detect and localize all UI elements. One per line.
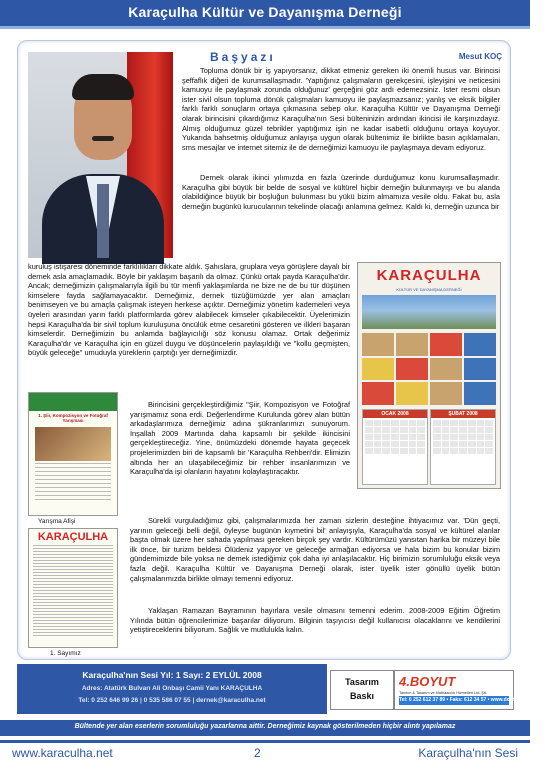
association-title: Karaçulha Kültür ve Dayanışma Derneği [128, 4, 402, 20]
design-label: Tasarım [345, 677, 379, 687]
publication-info-box [17, 664, 327, 714]
article-paragraph-5: Sürekli vurguladığımız gibi, çalışmalarımızda her zaman sizlerin desteğine ihtiyacımız var. 'Dün geçti, yarının geleceği belli değil, öyleyse bugünün kıymetini bil' anlayışıyla, Karaçulha'da sosyal ve kültürel alanlar başta olmak üzere her sahada yapılması gereken birçok şey vardır. Kültürümüzü yansıtan harika bir müzeyi bile ilk önce, bir turizm beldesi Ölüdeniz yapıyor ve geleceğe armağan ediyorsa ve hala bizim bu konular bizim gündemimizde bile yoksa ne demek istediğimiz çok daha iyi anlaşılacaktır. Hiç birimizin sorumluluğu eksik veya fazla değil. Karaçulha Kültür ve Dayanışma Derneği olarak, ister üyelik ister gönüllü üyelik bütün çalışmalarımızda birlikte olmayı temenni ediyoruz. [130, 516, 500, 583]
issue-logo: KARAÇULHA [37, 531, 109, 543]
contact-info: Tel: 0 252 646 99 26 | 0 535 586 07 55 | dernek@karaculha.net [78, 697, 266, 704]
issue-info: Karaçulha'nın Sesi Yıl: 1 Sayı: 2 EYLÜL 2008 [82, 670, 262, 680]
printer-contact: Tel: 0 252 612 37 89 • Faks: 612 34 57 • www.dordunceboyut.net [399, 697, 549, 703]
article-paragraph-3: kuruluş istişaresi döneminde farklılıkları dikkate aldık. Şahıslara, gruplara veya görüşlere dayalı bir dernek asla amaçlamadık. Böyle bir yaklaşım başarılı da olmaz. Çünkü ortak payda Karaçulha'dır. Ancak; derneğimizin çalışmalarıyla ilgili bu tür menfi yaklaşımlarda ne bize ne de bu tür düşünen kimselere fayda sağlamayacaktır. Derneğimiz, dernek tüzüğümüzde yer alan amaçları benimseyen ve bu amaçla çalışmak isteyen herkese açıktır. Derneğimiz yönetim kademeleri veya üyeleri arasından yarın farklı platformlarda görev alabilecek kimseler çıkabilecektir. Üyelerimizin hepsi Karaçulha'da bir sivil toplum kuruluşuna öncülük etme cesaretini gösteren ve ilkleri başaran kimselerdir. Derneğimizin bu anlamda bağlayıcılığı söz konusu olamaz. Ortak değerimiz Karaçulha'dır ve Karaçulha için en güzel duygu ve düşüncelerin paylaşıldığı ve "kollu geçmişten, büyük geleceğe" umuduyla yüreklerin çarptığı yer derneğimizdir. [28, 262, 350, 358]
article-paragraph-6: Yaklaşan Ramazan Bayramının hayırlara vesile olmasını temenni ederim. 2008-2009 Eğitim Öğretim Yılında bütün öğrencilerimize başarılar diliyorum. Bilginin taşıyıcısı değil kullanıcısı olacaklarını ve kendilerini yetiştireceklerini biliyorum. Sağlık ve mutlulukla kalın. [130, 606, 500, 635]
magazine-logo: KARAÇULHA [376, 267, 482, 284]
article-author: Mesut KOÇ [458, 52, 502, 61]
printer-logo: 4.BOYUT [399, 674, 456, 689]
publication-name: Karaçulha'nın Sesi [418, 746, 518, 760]
article-paragraph-2: Dernek olarak ikinci yılımızda en fazla üzerinde durduğumuz konu kurumsallaşmadır. Karaçulha gibi büyük bir belde de sosyal ve kültürel hiçbir derneğin bulunmayışı ve bu alanda olabildiğince büyük bir boşluğun bulunması bu yükü bizim almamıza vesile oldu. Fakat bu, asla derneğin bugünkü kurucularının tekelinde olacağı anlamına gelmez. Kaldı ki, derneğin uzunca bir [182, 173, 500, 211]
calendar-month-label: OCAK 2008 [363, 410, 427, 418]
calendar-february [430, 409, 496, 485]
article-paragraph-4: Birincisini gerçekleştirdiğimiz "Şiir, Kompozisyon ve Fotoğraf yarışmamız sona erdi. Değerlendirme Kurulunda görev alan bütün arkadaşlarımıza derneğimiz adına şükranlarımızı sunuyorum. İnşallah 2009 Martında daha kapsamlı bir şekilde ikincisini gerçekleştireceğiz. Yine, önümüzdeki dönemde hayata geçecek projelerimizden biri de kapsamlı bir 'Karaçulha Rehberi'dir. Elimizin altında her an ulaşabileceğimiz bir rehber insanlarımızın ve Karaçulha'da işi olanların hayatını kolaylaştıracaktır. [130, 400, 350, 477]
poster-caption: Yarışma Afişi [38, 518, 76, 525]
article-paragraph-1: Topluma dönük bir iş yapıyorsanız, dikkat etmeniz gereken iki önemli husus var. Birincisi şeffaflık diğeri de kurumsallaşmadır. 'Yaptığınız çalışmaların gerekçesini, işleyişini ve neticesini kamuoyu ile paylaşmak zorunda olduğunuz' gerçeğini göz ardı edemezsiniz. İster resmi olsun ister sivil olsun topluma dönük çalışmaları kamuoyu ile paylaşmazsanız; yanlış ve eksik bilgiler farklı farklı sonuçların ortaya çıkmasına sebep olur. Karaçulha Kültür ve Dayanışma Derneği olarak birincisini çıkardığımız Karaçulha'nın Sesi bülteninizin ardından ikincisi ile karşınızdayız. Almış olduğumuz güzel tebrikler yaptığımız işin ne kadar isabetli olduğunu ortaya koyuyor. Yukarıda bahsetmiş olduğumuz anlayışa uygun olarak bültenimiz ile birlikte basın açıklamaları, sms mesajlar ve internet sitemiz ile de derneğimizi kamuoyu ile paylaşmaya devam ediyoruz. [182, 66, 500, 152]
print-label: Baskı [349, 691, 375, 701]
town-photo [362, 295, 496, 329]
article-heading: Başyazı [210, 50, 276, 64]
first-issue-image [28, 528, 118, 648]
competition-poster-image [28, 392, 118, 516]
printer-ad [394, 670, 549, 710]
website-link[interactable]: www.karaculha.net [12, 746, 113, 760]
page-number: 2 [254, 746, 261, 760]
poster-title: 1. Şiir, Kompozisyon ve Fotoğraf Yarışması [38, 413, 108, 423]
author-photo [28, 52, 173, 258]
header-bar [0, 0, 530, 29]
printer-tagline: Tanıtım & Tasarım ve Matbaacılık Hizmetleri Ltd. Şti. [399, 691, 487, 695]
photo-collage [362, 333, 496, 405]
address-info: Adres: Atatürk Bulvarı Ali Onbaşı Camii Yanı KARAÇULHA [81, 685, 263, 692]
page-footer [0, 740, 530, 771]
disclaimer-bar [0, 720, 530, 736]
calendar-month-label: ŞUBAT 2008 [431, 410, 495, 418]
disclaimer-text: Bültende yer alan eserlerin sorumluluğu yazarlarına aittir. Derneğimiz kaynak gösterilmeden hiçbir alıntı yapılamaz [74, 723, 456, 730]
magazine-subtitle: KÜLTÜR VE DAYANIŞMA DERNEĞİ [396, 287, 462, 292]
magazine-cover-image [357, 262, 501, 489]
issue-caption: 1. Sayımız [50, 650, 81, 657]
calendar-january [362, 409, 428, 485]
print-label-box [330, 670, 394, 710]
